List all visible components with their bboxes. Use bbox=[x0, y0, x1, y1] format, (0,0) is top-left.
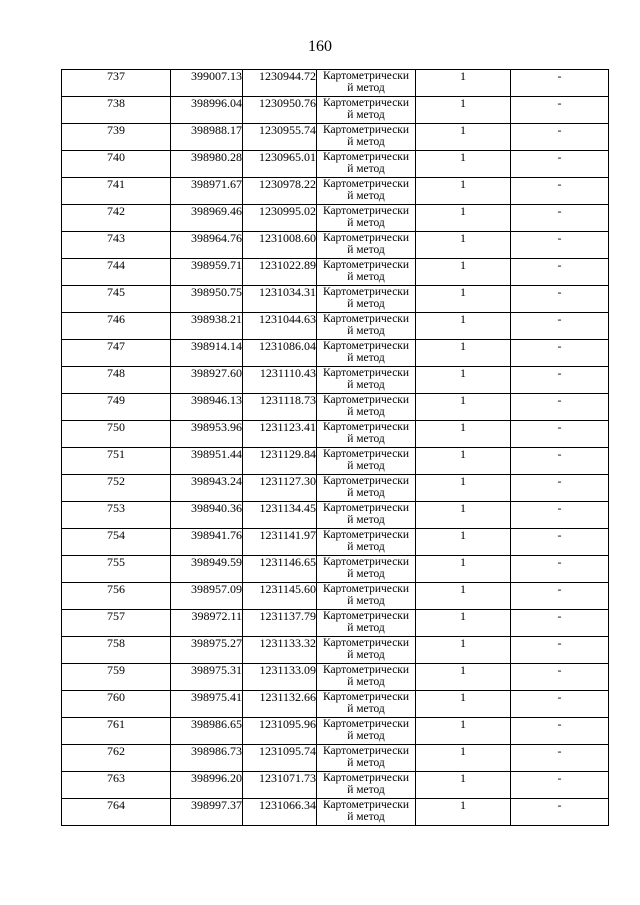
method-line-2: й метод bbox=[347, 163, 385, 175]
y-coordinate-cell: 1231123.41 bbox=[243, 421, 317, 448]
point-number-cell: 754 bbox=[62, 529, 171, 556]
table-row bbox=[62, 178, 609, 205]
method-line-2: й метод bbox=[347, 109, 385, 121]
x-coordinate-cell: 398996.20 bbox=[171, 772, 243, 799]
table-row bbox=[62, 421, 609, 448]
accuracy-cell: 1 bbox=[416, 718, 511, 745]
y-coordinate-cell: 1230950.76 bbox=[243, 97, 317, 124]
x-coordinate-cell: 398938.21 bbox=[171, 313, 243, 340]
accuracy-cell: 1 bbox=[416, 151, 511, 178]
y-coordinate-cell: 1231034.31 bbox=[243, 286, 317, 313]
accuracy-cell: 1 bbox=[416, 205, 511, 232]
accuracy-cell: 1 bbox=[416, 70, 511, 97]
point-number-cell: 737 bbox=[62, 70, 171, 97]
note-cell: - bbox=[511, 691, 609, 718]
accuracy-cell: 1 bbox=[416, 259, 511, 286]
note-cell: - bbox=[511, 529, 609, 556]
note-cell: - bbox=[511, 556, 609, 583]
y-coordinate-cell: 1230955.74 bbox=[243, 124, 317, 151]
method-cell bbox=[317, 421, 416, 448]
x-coordinate-cell: 398986.73 bbox=[171, 745, 243, 772]
method-line-1: Картометрически bbox=[322, 610, 410, 622]
method-line-2: й метод bbox=[347, 649, 385, 661]
method-line-1: Картометрически bbox=[322, 637, 410, 649]
method-cell bbox=[317, 529, 416, 556]
method-line-2: й метод bbox=[347, 217, 385, 229]
table-row bbox=[62, 610, 609, 637]
method-cell bbox=[317, 286, 416, 313]
point-number-cell: 764 bbox=[62, 799, 171, 826]
method-line-2: й метод bbox=[347, 568, 385, 580]
accuracy-cell: 1 bbox=[416, 340, 511, 367]
method-line-1: Картометрически bbox=[322, 583, 410, 595]
method-line-2: й метод bbox=[347, 541, 385, 553]
y-coordinate-cell: 1231137.79 bbox=[243, 610, 317, 637]
method-cell bbox=[317, 259, 416, 286]
note-cell: - bbox=[511, 70, 609, 97]
method-line-2: й метод bbox=[347, 595, 385, 607]
note-cell: - bbox=[511, 313, 609, 340]
y-coordinate-cell: 1231132.66 bbox=[243, 691, 317, 718]
table-row bbox=[62, 799, 609, 826]
method-line-2: й метод bbox=[347, 460, 385, 472]
table-row bbox=[62, 286, 609, 313]
method-line-1: Картометрически bbox=[322, 421, 410, 433]
y-coordinate-cell: 1231086.04 bbox=[243, 340, 317, 367]
accuracy-cell: 1 bbox=[416, 475, 511, 502]
point-number-cell: 745 bbox=[62, 286, 171, 313]
point-number-cell: 752 bbox=[62, 475, 171, 502]
method-line-1: Картометрически bbox=[322, 772, 410, 784]
x-coordinate-cell: 398940.36 bbox=[171, 502, 243, 529]
x-coordinate-cell: 398964.76 bbox=[171, 232, 243, 259]
note-cell: - bbox=[511, 205, 609, 232]
table-row bbox=[62, 448, 609, 475]
method-line-1: Картометрически bbox=[322, 448, 410, 460]
method-cell bbox=[317, 394, 416, 421]
x-coordinate-cell: 398943.24 bbox=[171, 475, 243, 502]
point-number-cell: 743 bbox=[62, 232, 171, 259]
table-row bbox=[62, 745, 609, 772]
method-line-1: Картометрически bbox=[322, 340, 410, 352]
point-number-cell: 739 bbox=[62, 124, 171, 151]
y-coordinate-cell: 1231127.30 bbox=[243, 475, 317, 502]
method-line-2: й метод bbox=[347, 784, 385, 796]
note-cell: - bbox=[511, 718, 609, 745]
y-coordinate-cell: 1231118.73 bbox=[243, 394, 317, 421]
x-coordinate-cell: 398996.04 bbox=[171, 97, 243, 124]
note-cell: - bbox=[511, 151, 609, 178]
method-cell bbox=[317, 70, 416, 97]
x-coordinate-cell: 398951.44 bbox=[171, 448, 243, 475]
x-coordinate-cell: 398953.96 bbox=[171, 421, 243, 448]
method-line-1: Картометрически bbox=[322, 286, 410, 298]
x-coordinate-cell: 398949.59 bbox=[171, 556, 243, 583]
note-cell: - bbox=[511, 799, 609, 826]
method-line-2: й метод bbox=[347, 190, 385, 202]
method-cell bbox=[317, 799, 416, 826]
y-coordinate-cell: 1231008.60 bbox=[243, 232, 317, 259]
table-row bbox=[62, 70, 609, 97]
method-line-2: й метод bbox=[347, 514, 385, 526]
method-line-1: Картометрически bbox=[322, 205, 410, 217]
method-line-2: й метод bbox=[347, 703, 385, 715]
y-coordinate-cell: 1231044.63 bbox=[243, 313, 317, 340]
accuracy-cell: 1 bbox=[416, 124, 511, 151]
accuracy-cell: 1 bbox=[416, 745, 511, 772]
note-cell: - bbox=[511, 448, 609, 475]
method-line-1: Картометрически bbox=[322, 502, 410, 514]
method-cell bbox=[317, 178, 416, 205]
note-cell: - bbox=[511, 232, 609, 259]
x-coordinate-cell: 398986.65 bbox=[171, 718, 243, 745]
point-number-cell: 749 bbox=[62, 394, 171, 421]
accuracy-cell: 1 bbox=[416, 583, 511, 610]
note-cell: - bbox=[511, 97, 609, 124]
method-cell bbox=[317, 475, 416, 502]
table-row bbox=[62, 205, 609, 232]
method-line-2: й метод bbox=[347, 487, 385, 499]
point-number-cell: 755 bbox=[62, 556, 171, 583]
accuracy-cell: 1 bbox=[416, 232, 511, 259]
x-coordinate-cell: 398975.27 bbox=[171, 637, 243, 664]
method-line-1: Картометрически bbox=[322, 259, 410, 271]
method-line-2: й метод bbox=[347, 298, 385, 310]
y-coordinate-cell: 1230995.02 bbox=[243, 205, 317, 232]
x-coordinate-cell: 398971.67 bbox=[171, 178, 243, 205]
method-line-1: Картометрически bbox=[322, 529, 410, 541]
method-cell bbox=[317, 340, 416, 367]
accuracy-cell: 1 bbox=[416, 313, 511, 340]
note-cell: - bbox=[511, 475, 609, 502]
method-line-1: Картометрически bbox=[322, 97, 410, 109]
accuracy-cell: 1 bbox=[416, 97, 511, 124]
x-coordinate-cell: 398927.60 bbox=[171, 367, 243, 394]
point-number-cell: 753 bbox=[62, 502, 171, 529]
point-number-cell: 762 bbox=[62, 745, 171, 772]
method-cell bbox=[317, 691, 416, 718]
page-number: 160 bbox=[308, 38, 332, 55]
method-line-1: Картометрически bbox=[322, 367, 410, 379]
accuracy-cell: 1 bbox=[416, 637, 511, 664]
y-coordinate-cell: 1231110.43 bbox=[243, 367, 317, 394]
note-cell: - bbox=[511, 637, 609, 664]
point-number-cell: 740 bbox=[62, 151, 171, 178]
table-row bbox=[62, 232, 609, 259]
method-cell bbox=[317, 556, 416, 583]
method-line-1: Картометрически bbox=[322, 556, 410, 568]
note-cell: - bbox=[511, 124, 609, 151]
y-coordinate-cell: 1231141.97 bbox=[243, 529, 317, 556]
note-cell: - bbox=[511, 394, 609, 421]
method-line-1: Картометрически bbox=[322, 799, 410, 811]
method-line-1: Картометрически bbox=[322, 313, 410, 325]
method-line-2: й метод bbox=[347, 271, 385, 283]
table-row bbox=[62, 556, 609, 583]
x-coordinate-cell: 398980.28 bbox=[171, 151, 243, 178]
note-cell: - bbox=[511, 772, 609, 799]
y-coordinate-cell: 1231146.65 bbox=[243, 556, 317, 583]
method-line-1: Картометрически bbox=[322, 124, 410, 136]
x-coordinate-cell: 398957.09 bbox=[171, 583, 243, 610]
method-cell bbox=[317, 583, 416, 610]
point-number-cell: 763 bbox=[62, 772, 171, 799]
note-cell: - bbox=[511, 178, 609, 205]
accuracy-cell: 1 bbox=[416, 286, 511, 313]
point-number-cell: 751 bbox=[62, 448, 171, 475]
table-row bbox=[62, 664, 609, 691]
method-line-1: Картометрически bbox=[322, 70, 410, 82]
point-number-cell: 748 bbox=[62, 367, 171, 394]
method-line-1: Картометрически bbox=[322, 718, 410, 730]
accuracy-cell: 1 bbox=[416, 367, 511, 394]
method-line-2: й метод bbox=[347, 730, 385, 742]
method-line-2: й метод bbox=[347, 433, 385, 445]
method-line-2: й метод bbox=[347, 325, 385, 337]
y-coordinate-cell: 1231095.96 bbox=[243, 718, 317, 745]
table-row bbox=[62, 313, 609, 340]
method-cell bbox=[317, 232, 416, 259]
method-cell bbox=[317, 745, 416, 772]
x-coordinate-cell: 398969.46 bbox=[171, 205, 243, 232]
note-cell: - bbox=[511, 367, 609, 394]
y-coordinate-cell: 1230965.01 bbox=[243, 151, 317, 178]
accuracy-cell: 1 bbox=[416, 448, 511, 475]
method-cell bbox=[317, 97, 416, 124]
table-row bbox=[62, 475, 609, 502]
note-cell: - bbox=[511, 745, 609, 772]
note-cell: - bbox=[511, 286, 609, 313]
method-cell bbox=[317, 313, 416, 340]
x-coordinate-cell: 399007.13 bbox=[171, 70, 243, 97]
y-coordinate-cell: 1230978.22 bbox=[243, 178, 317, 205]
accuracy-cell: 1 bbox=[416, 610, 511, 637]
method-cell bbox=[317, 718, 416, 745]
accuracy-cell: 1 bbox=[416, 178, 511, 205]
method-line-2: й метод bbox=[347, 244, 385, 256]
point-number-cell: 756 bbox=[62, 583, 171, 610]
table-row bbox=[62, 124, 609, 151]
method-line-2: й метод bbox=[347, 622, 385, 634]
accuracy-cell: 1 bbox=[416, 502, 511, 529]
accuracy-cell: 1 bbox=[416, 664, 511, 691]
table-row bbox=[62, 151, 609, 178]
x-coordinate-cell: 398997.37 bbox=[171, 799, 243, 826]
method-line-2: й метод bbox=[347, 82, 385, 94]
y-coordinate-cell: 1231129.84 bbox=[243, 448, 317, 475]
note-cell: - bbox=[511, 583, 609, 610]
point-number-cell: 757 bbox=[62, 610, 171, 637]
method-line-2: й метод bbox=[347, 379, 385, 391]
table-row bbox=[62, 691, 609, 718]
method-line-2: й метод bbox=[347, 352, 385, 364]
point-number-cell: 747 bbox=[62, 340, 171, 367]
method-line-1: Картометрически bbox=[322, 178, 410, 190]
y-coordinate-cell: 1231134.45 bbox=[243, 502, 317, 529]
method-line-1: Картометрически bbox=[322, 475, 410, 487]
method-line-1: Картометрически bbox=[322, 232, 410, 244]
table-row bbox=[62, 97, 609, 124]
point-number-cell: 761 bbox=[62, 718, 171, 745]
method-line-2: й метод bbox=[347, 676, 385, 688]
table-row bbox=[62, 637, 609, 664]
method-cell bbox=[317, 448, 416, 475]
method-line-2: й метод bbox=[347, 406, 385, 418]
note-cell: - bbox=[511, 340, 609, 367]
point-number-cell: 742 bbox=[62, 205, 171, 232]
accuracy-cell: 1 bbox=[416, 799, 511, 826]
table-row bbox=[62, 340, 609, 367]
x-coordinate-cell: 398914.14 bbox=[171, 340, 243, 367]
x-coordinate-cell: 398972.11 bbox=[171, 610, 243, 637]
x-coordinate-cell: 398975.41 bbox=[171, 691, 243, 718]
point-number-cell: 758 bbox=[62, 637, 171, 664]
method-cell bbox=[317, 367, 416, 394]
y-coordinate-cell: 1231133.32 bbox=[243, 637, 317, 664]
table-row bbox=[62, 394, 609, 421]
y-coordinate-cell: 1231133.09 bbox=[243, 664, 317, 691]
table-row bbox=[62, 502, 609, 529]
table-row bbox=[62, 259, 609, 286]
method-cell bbox=[317, 124, 416, 151]
point-number-cell: 741 bbox=[62, 178, 171, 205]
method-cell bbox=[317, 205, 416, 232]
note-cell: - bbox=[511, 664, 609, 691]
x-coordinate-cell: 398941.76 bbox=[171, 529, 243, 556]
y-coordinate-cell: 1231145.60 bbox=[243, 583, 317, 610]
method-cell bbox=[317, 664, 416, 691]
y-coordinate-cell: 1231095.74 bbox=[243, 745, 317, 772]
table-row bbox=[62, 367, 609, 394]
point-number-cell: 746 bbox=[62, 313, 171, 340]
accuracy-cell: 1 bbox=[416, 772, 511, 799]
method-line-1: Картометрически bbox=[322, 151, 410, 163]
accuracy-cell: 1 bbox=[416, 394, 511, 421]
x-coordinate-cell: 398975.31 bbox=[171, 664, 243, 691]
x-coordinate-cell: 398959.71 bbox=[171, 259, 243, 286]
y-coordinate-cell: 1231071.73 bbox=[243, 772, 317, 799]
point-number-cell: 760 bbox=[62, 691, 171, 718]
y-coordinate-cell: 1231066.34 bbox=[243, 799, 317, 826]
x-coordinate-cell: 398950.75 bbox=[171, 286, 243, 313]
method-cell bbox=[317, 502, 416, 529]
method-line-1: Картометрически bbox=[322, 664, 410, 676]
point-number-cell: 744 bbox=[62, 259, 171, 286]
coordinates-table-body bbox=[62, 70, 609, 826]
method-line-1: Картометрически bbox=[322, 691, 410, 703]
point-number-cell: 738 bbox=[62, 97, 171, 124]
table-row bbox=[62, 529, 609, 556]
point-number-cell: 759 bbox=[62, 664, 171, 691]
note-cell: - bbox=[511, 502, 609, 529]
accuracy-cell: 1 bbox=[416, 529, 511, 556]
note-cell: - bbox=[511, 421, 609, 448]
x-coordinate-cell: 398946.13 bbox=[171, 394, 243, 421]
accuracy-cell: 1 bbox=[416, 556, 511, 583]
method-line-1: Картометрически bbox=[322, 394, 410, 406]
table-row bbox=[62, 718, 609, 745]
method-line-2: й метод bbox=[347, 811, 385, 823]
method-cell bbox=[317, 772, 416, 799]
note-cell: - bbox=[511, 259, 609, 286]
table-row bbox=[62, 583, 609, 610]
y-coordinate-cell: 1231022.89 bbox=[243, 259, 317, 286]
accuracy-cell: 1 bbox=[416, 421, 511, 448]
method-line-1: Картометрически bbox=[322, 745, 410, 757]
y-coordinate-cell: 1230944.72 bbox=[243, 70, 317, 97]
method-cell bbox=[317, 151, 416, 178]
method-line-2: й метод bbox=[347, 757, 385, 769]
method-line-2: й метод bbox=[347, 136, 385, 148]
x-coordinate-cell: 398988.17 bbox=[171, 124, 243, 151]
point-number-cell: 750 bbox=[62, 421, 171, 448]
accuracy-cell: 1 bbox=[416, 691, 511, 718]
note-cell: - bbox=[511, 610, 609, 637]
method-cell bbox=[317, 637, 416, 664]
coordinates-table bbox=[61, 69, 609, 826]
table-row bbox=[62, 772, 609, 799]
method-cell bbox=[317, 610, 416, 637]
